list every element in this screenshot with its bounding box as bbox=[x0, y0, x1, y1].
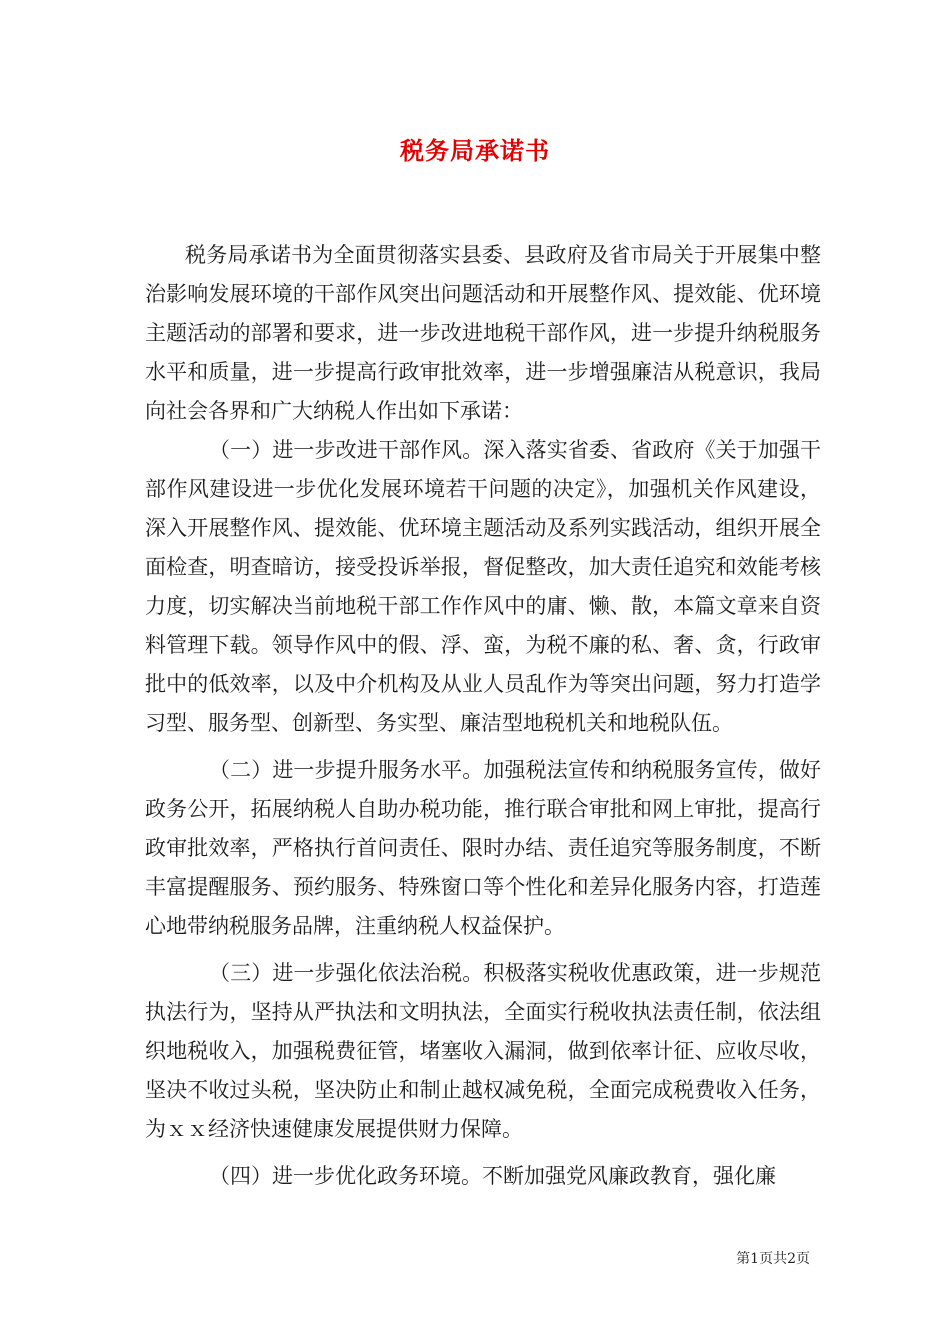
section-paragraph-1: （一）进一步改进干部作风。深入落实省委、省政府《关于加强干部作风建设进一步优化发展环境若干问题的决定》，加强机关作风建设，深入开展整作风、提效能、优环境主题活动及系列实践活动，组织开展全面检查，明查暗访，接受投诉举报，督促整改，加大责任追究和效能考核力度，切实解决当前地税干部工作作风中的庸、懒、散，本篇文章来自资料管理下载。领导作风中的假、浮、蛮，为税不廉的私、奢、贪，行政审批中的低效率，以及中介机构及从业人员乱作为等突出问题，努力打造学习型、服务型、创新型、务实型、廉洁型地税机关和地税队伍。 bbox=[145, 438, 821, 735]
intro-paragraph: 税务局承诺书为全面贯彻落实县委、县政府及省市局关于开展集中整治影响发展环境的干部作风突出问题活动和开展整作风、提效能、优环境主题活动的部署和要求，进一步改进地税干部作风，进一步提升纳税服务水平和质量，进一步提高行政审批效率，进一步增强廉洁从税意识，我局向社会各界和广大纳税人作出如下承诺： bbox=[145, 243, 821, 423]
page-number: 第1页共2页 bbox=[736, 1251, 810, 1267]
document-body bbox=[145, 236, 821, 1196]
document-title: 税务局承诺书 bbox=[400, 136, 550, 165]
section-paragraph-2: （二）进一步提升服务水平。加强税法宣传和纳税服务宣传，做好政务公开，拓展纳税人自助办税功能，推行联合审批和网上审批，提高行政审批效率，严格执行首问责任、限时办结、责任追究等服务制度，不断丰富提醒服务、预约服务、特殊窗口等个性化和差异化服务内容，打造莲心地带纳税服务品牌，注重纳税人权益保护。 bbox=[145, 758, 821, 938]
section-paragraph-4: （四）进一步优化政务环境。不断加强党风廉政教育，强化廉 bbox=[209, 1164, 776, 1188]
section-paragraph-3: （三）进一步强化依法治税。积极落实税收优惠政策，进一步规范执法行为，坚持从严执法和文明执法，全面实行税收执法责任制，依法组织地税收入，加强税费征管，堵塞收入漏洞，做到依率计征、应收尽收，坚决不收过头税，坚决防止和制止越权减免税，全面完成税费收入任务，为ｘｘ经济快速健康发展提供财力保障。 bbox=[145, 961, 821, 1141]
